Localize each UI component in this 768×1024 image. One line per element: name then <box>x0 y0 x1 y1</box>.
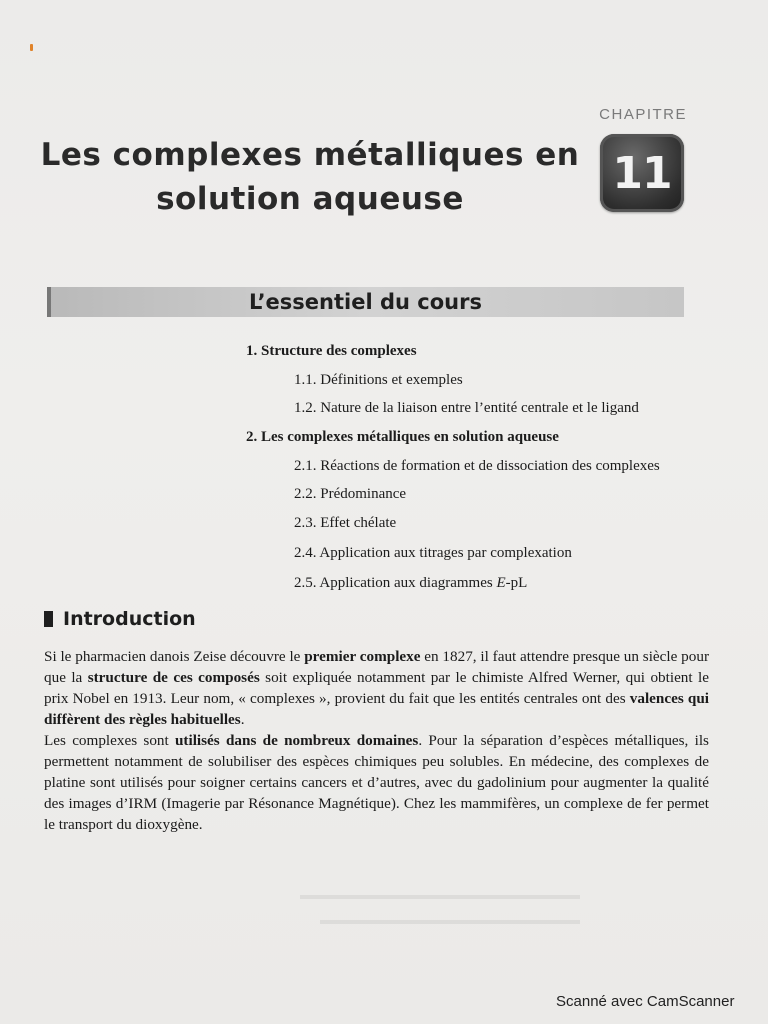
emphasized-text: premier complexe <box>304 648 421 665</box>
outline-section: 1. Structure des complexes <box>246 343 417 359</box>
emphasized-text: structure de ces composés <box>87 669 260 686</box>
body-text: en 1827, il faut attendre presque un siècle pour que la <box>44 648 709 686</box>
emphasized-text: utilisés dans de nombreux domaines <box>174 732 419 749</box>
essentiel-title: L’essentiel du cours <box>249 290 482 314</box>
essentiel-banner <box>47 287 684 317</box>
body-text: . Pour la séparation d’espèces métalliques, ils permettent notamment de solubiliser des espèces chimiques peu solubles. En médecine, des complexes de platine sont utilisés pour soigner certains cancers et d’autres, avec du gadolinium pour augmenter la qualité des images d’IRM (Imagerie par Résonance Magnétique). Chez les mammifères, un complexe de fer permet le transport du dioxygène. <box>44 732 709 833</box>
outline-section: 2. Les complexes métalliques en solution aqueuse <box>246 429 559 445</box>
heading-square-icon <box>44 611 53 627</box>
body-text: Si le pharmacien danois Zeise découvre le <box>44 648 305 665</box>
outline-subsection: 2.5. Application aux diagrammes E-pL <box>294 575 528 591</box>
chapter-number-badge: 11 <box>600 134 684 212</box>
introduction-heading-text: Introduction <box>63 608 196 630</box>
chapter-title-line-1: Les complexes métalliques en <box>40 137 580 173</box>
outline-subsection: 2.2. Prédominance <box>294 486 407 502</box>
body-text: soit expliquée notamment par le chimiste Alfred Werner, qui obtient le prix Nobel en 1913. Leur nom, « complexes », provient du fait que les entités centrales ont des <box>44 669 709 707</box>
outline-subsection: 2.4. Application aux titrages par complexation <box>294 545 572 561</box>
scan-artifact-mark <box>30 44 33 51</box>
introduction-heading <box>44 608 196 630</box>
body-text: Les complexes sont <box>44 732 175 749</box>
bleed-through-shadow <box>300 890 600 950</box>
introduction-paragraph-2 <box>44 730 709 835</box>
emphasized-text: valences qui diffèrent des règles habituelles <box>44 690 709 728</box>
camscanner-watermark: Scanné avec CamScanner <box>556 993 735 1010</box>
body-text: . <box>240 711 245 728</box>
introduction-body <box>44 646 709 835</box>
chapter-label: CHAPITRE <box>599 106 687 123</box>
outline-subsection: 2.3. Effet chélate <box>294 515 397 531</box>
outline-subsection: 1.2. Nature de la liaison entre l’entité centrale et le ligand <box>294 400 639 416</box>
outline-subsection: 2.1. Réactions de formation et de dissociation des complexes <box>294 458 660 474</box>
introduction-paragraph-1 <box>44 646 709 730</box>
chapter-title <box>40 133 580 221</box>
outline-subsection: 1.1. Définitions et exemples <box>294 372 463 388</box>
chapter-title-line-2: solution aqueuse <box>156 181 464 217</box>
